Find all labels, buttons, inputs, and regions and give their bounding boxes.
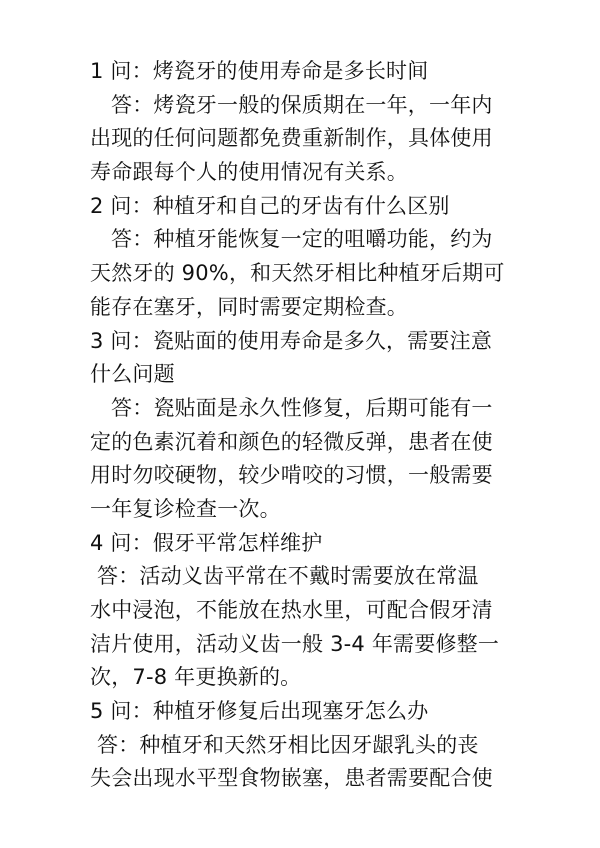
answer-3-line: 答：瓷贴面是永久性修复，后期可能有一: [111, 395, 493, 420]
question-1: 1 问：烤瓷牙的使用寿命是多长时间: [90, 59, 429, 83]
answer-4-line: 答：活动义齿平常在不戴时需要放在常温: [97, 564, 479, 589]
question-3-continued: 什么问题: [90, 362, 175, 387]
question-5: 5 问：种植牙修复后出现塞牙怎么办: [90, 699, 429, 724]
answer-4-line: 次，7-8 年更换新的。: [90, 665, 302, 690]
answer-4-line: 水中浸泡，不能放在热水里，可配合假牙清: [90, 598, 493, 622]
answer-3-line: 一年复诊检查一次。: [90, 496, 281, 521]
faq-text: [90, 55, 530, 796]
answer-3-line: 用时勿咬硬物，较少啃咬的习惯，一般需要: [90, 463, 493, 488]
answer-5-line: 答：种植牙和天然牙相比因牙龈乳头的丧: [97, 732, 479, 757]
question-4: 4 问：假牙平常怎样维护: [90, 530, 323, 555]
answer-4-line: 洁片使用，活动义齿一般 3-4 年需要修整一: [90, 631, 500, 656]
answer-5-line: 失会出现水平型食物嵌塞，患者需要配合使: [90, 766, 493, 791]
question-3: 3 问：瓷贴面的使用寿命是多久，需要注意: [90, 328, 493, 353]
answer-1-line: 答：烤瓷牙一般的保质期在一年，一年内: [111, 92, 493, 117]
answer-2-line: 天然牙的 90%，和天然牙相比种植牙后期可: [90, 261, 505, 286]
answer-3-line: 定的色素沉着和颜色的轻微反弹，患者在使: [90, 429, 493, 454]
answer-2-line: 能存在塞牙，同时需要定期检查。: [90, 294, 408, 319]
answer-1-line: 出现的任何问题都免费重新制作，具体使用: [90, 126, 493, 151]
question-2: 2 问：种植牙和自己的牙齿有什么区别: [90, 193, 450, 218]
answer-1-line: 寿命跟每个人的使用情况有关系。: [90, 160, 408, 185]
answer-2-line: 答：种植牙能恢复一定的咀嚼功能，约为: [111, 227, 493, 252]
